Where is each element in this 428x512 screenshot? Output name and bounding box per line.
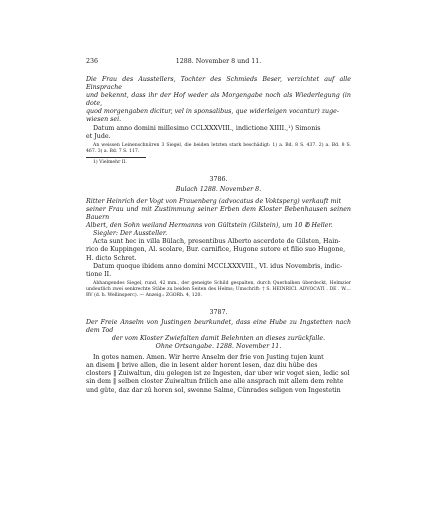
body-line: Acta sunt hec in villa Bülach, presentibus Alberto ascerdote de Gilsten, Hain- bbox=[93, 238, 341, 246]
document-number: 3787. bbox=[209, 308, 228, 316]
footnote: 1) Vielmehr II. bbox=[93, 159, 127, 165]
datum-line: Datum quoque ibidem anno domini MCCLXXXVIII., VI. idus Novembris, indic- bbox=[93, 262, 343, 270]
body-line: rico de Kuppingen, Al. scolare, Bur. carnifice, Hugone sutore et filio suo Hugone, bbox=[86, 246, 346, 254]
preceding-summary bbox=[86, 76, 351, 125]
page-number: 236 bbox=[86, 58, 99, 65]
datum-line: et Jude. bbox=[86, 132, 111, 140]
place-date: Ohne Ortsangabe. 1288. November 11. bbox=[155, 343, 282, 351]
summary-line: und bekennt, dass ihr der Hof weder als Morgengabe noch als Wiederlegung (in dote, bbox=[86, 92, 351, 108]
body-line: sin dem ‖ selben closter Zuiwaltun frilich ane alle ansprach mit allem dem rehte bbox=[86, 378, 344, 386]
summary-line: der vom Kloster Zwiefalten damit Belehnten an dieses zurückfalle. bbox=[111, 334, 326, 342]
summary-line: Die Frau des Ausstellers, Tochter des Schmieds Beser, verzichtet auf alle Einsprache bbox=[86, 76, 351, 92]
summary-line: wiesen sei. bbox=[86, 116, 122, 124]
body-line: In gotes namen. Amen. Wir herre Anselm der frie von Justing tujen kunt bbox=[93, 354, 324, 362]
summary-line: seiner Frau und mit Zustimmung seiner Erben dem Kloster Bebenhausen seinen Bauern bbox=[86, 205, 351, 222]
text-column bbox=[86, 58, 351, 395]
place-date: Bulach 1288. November 8. bbox=[175, 185, 262, 193]
seal-note: Abhangendes Siegel, rund, 42 mm., der geneigte Schild gespalten, durch Querbalken überdeckt, Helmzier undeutlich zwei senkrechte Stäbe zu beiden Seiten des Helms; Umschrift: † S. HEINRICI. ADVOCATI . DE . W.... RV (d. h. Wellinsperc). — Anzeig.: ZGORh. 4, 120. bbox=[86, 280, 351, 298]
summary-line: Albert, den Sohn weiland Hermanns von Gültstein (Gilstein), um 10 ℔ Heller. bbox=[86, 222, 333, 230]
running-header bbox=[86, 58, 351, 68]
body-line: closters ‖ Zuiwaltun, diu gelegen ist ze Ingesten, dar uber wir voget sien, ledic sol bbox=[86, 370, 350, 378]
body-line: H. dicto Schret. bbox=[86, 254, 137, 262]
footnote-rule bbox=[86, 157, 146, 158]
running-title: 1288. November 8 und 11. bbox=[175, 58, 262, 65]
document-number: 3786. bbox=[209, 175, 228, 183]
seal-note: An weissen Leinenschnüren 3 Siegel, die beiden letzten stark beschädigt: 1) a. Bd. 8 S. 437. 2) a. Bd. 8 S. 467. 3) a. Bd. 7 S. 117. bbox=[86, 142, 351, 154]
siegler-line: Siegler: Der Aussteller. bbox=[93, 230, 168, 238]
datum-line: tione II. bbox=[86, 270, 112, 278]
summary-line: Der Freie Anselm von Justingen beurkundet, dass eine Hube zu Ingstetten nach dem Tod bbox=[86, 318, 351, 334]
summary-line: Ritter Heinrich der Vogt von Frauenberg (advocatus de Voktsperg) verkauft mit bbox=[86, 197, 342, 205]
body-line: an disem ‖ brive allen, die in lesent alder horent lesen, daz diu hûbe des bbox=[86, 362, 318, 370]
summary-line: quod morgengaben dicitur, vel in sponsalibus, que widerleigen vocantur) zuge- bbox=[86, 108, 339, 116]
datum-line: Datum anno domini millesimo CCLXXXVIII., indictione XIIII.,¹) Simonis bbox=[93, 124, 321, 132]
body-line: und gûte, daz dar zû horen sol, swenne Salme, Cûnrades seligen von Ingestetin bbox=[86, 386, 341, 394]
